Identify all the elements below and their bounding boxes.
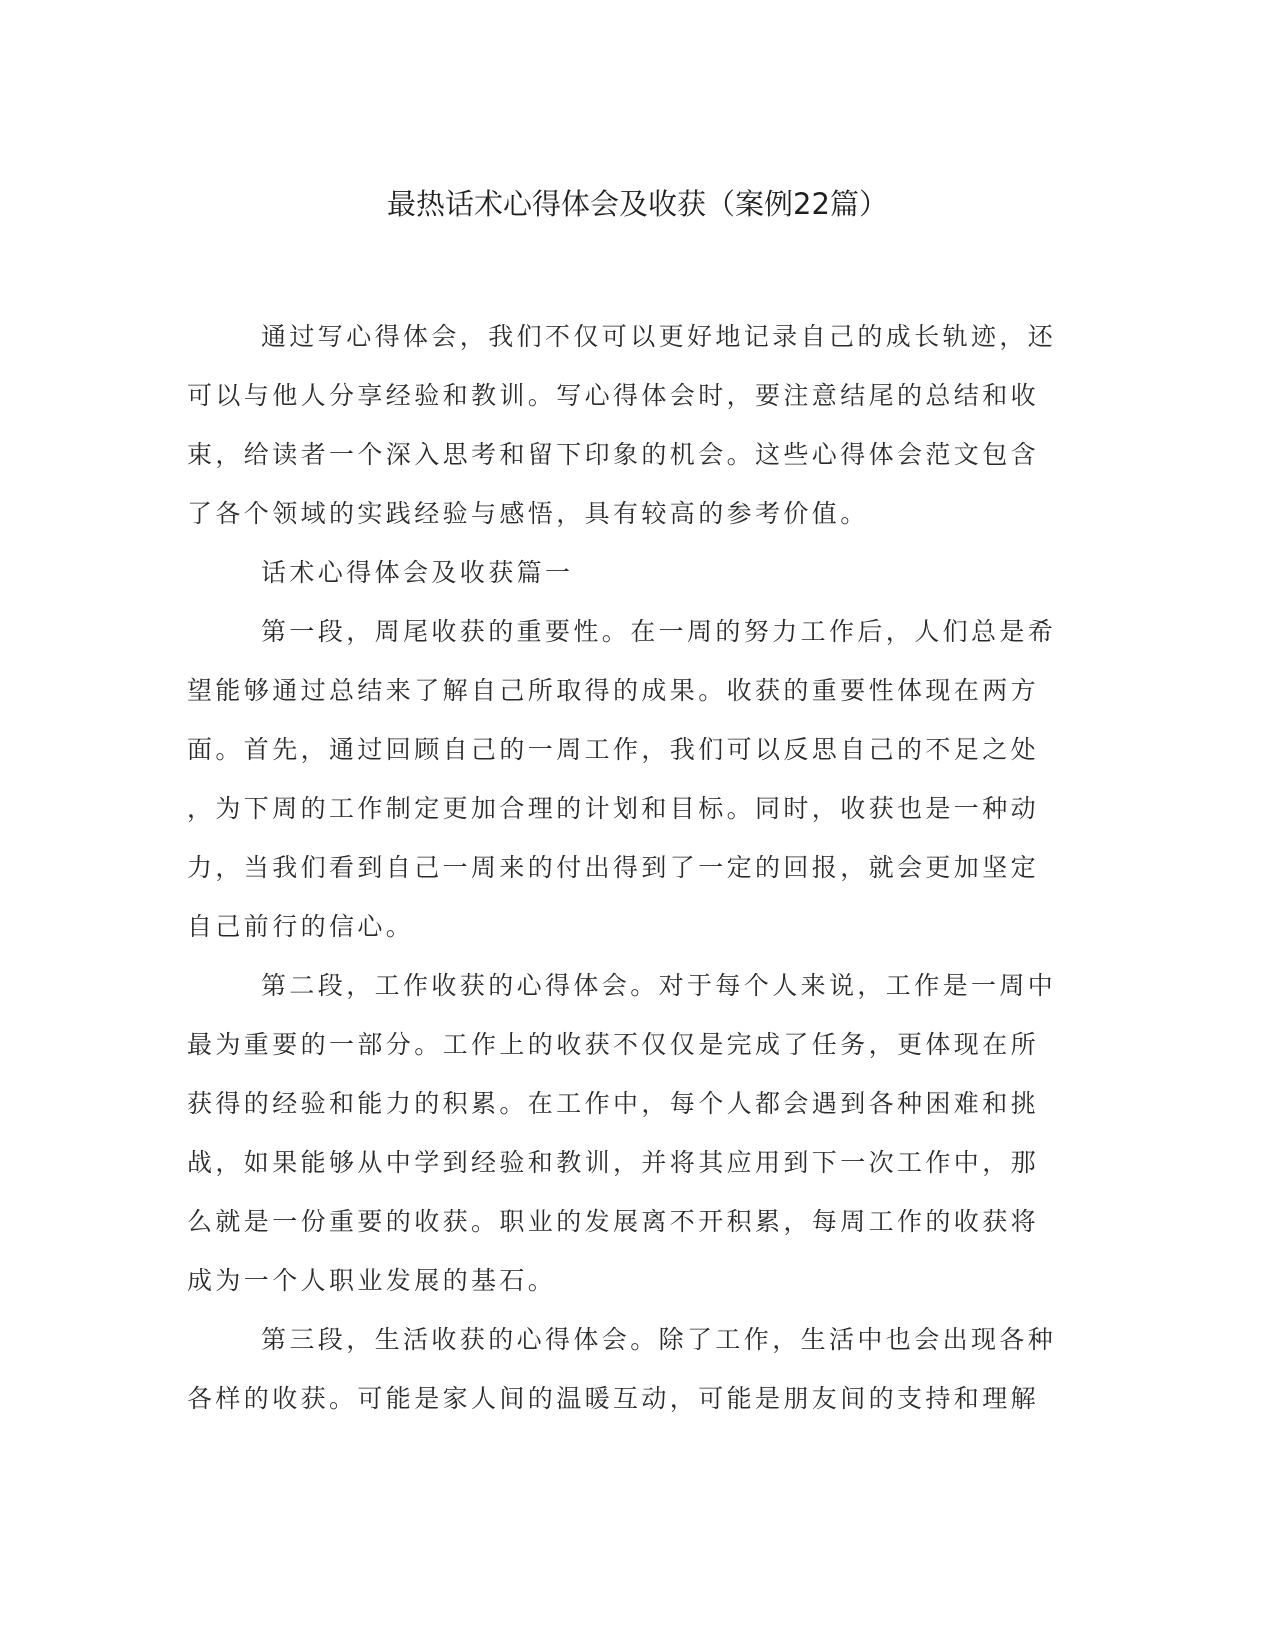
paragraph-1-line-5: 力，当我们看到自己一周来的付出得到了一定的回报，就会更加坚定 bbox=[187, 853, 1040, 882]
paragraph-2-line-4: 战，如果能够从中学到经验和教训，并将其应用到下一次工作中，那 bbox=[187, 1148, 1040, 1177]
paragraph-2-line-1: 第二段，工作收获的心得体会。对于每个人来说，工作是一周中 bbox=[261, 971, 1057, 1000]
intro-line-1: 通过写心得体会，我们不仅可以更好地记录自己的成长轨迹，还 bbox=[261, 322, 1057, 351]
document-title: 最热话术心得体会及收获（案例22篇） bbox=[387, 187, 888, 221]
paragraph-1-line-4: ，为下周的工作制定更加合理的计划和目标。同时，收获也是一种动 bbox=[187, 794, 1040, 823]
paragraph-2-line-6: 成为一个人职业发展的基石。 bbox=[187, 1266, 557, 1295]
paragraph-2-line-3: 获得的经验和能力的积累。在工作中，每个人都会遇到各种困难和挑 bbox=[187, 1089, 1040, 1118]
paragraph-1-line-3: 面。首先，通过回顾自己的一周工作，我们可以反思自己的不足之处 bbox=[187, 735, 1040, 764]
paragraph-3-line-1: 第三段，生活收获的心得体会。除了工作，生活中也会出现各种 bbox=[261, 1325, 1057, 1354]
section-heading-1: 话术心得体会及收获篇一 bbox=[261, 558, 574, 587]
paragraph-1-line-2: 望能够通过总结来了解自己所取得的成果。收获的重要性体现在两方 bbox=[187, 676, 1040, 705]
paragraph-3-line-2: 各样的收获。可能是家人间的温暖互动，可能是朋友间的支持和理解 bbox=[187, 1384, 1040, 1413]
paragraph-2-line-5: 么就是一份重要的收获。职业的发展离不开积累，每周工作的收获将 bbox=[187, 1207, 1040, 1236]
paragraph-1-line-6: 自己前行的信心。 bbox=[187, 912, 415, 941]
paragraph-2-line-2: 最为重要的一部分。工作上的收获不仅仅是完成了任务，更体现在所 bbox=[187, 1030, 1040, 1059]
paragraph-1-line-1: 第一段，周尾收获的重要性。在一周的努力工作后，人们总是希 bbox=[261, 617, 1057, 646]
intro-line-4: 了各个领域的实践经验与感悟，具有较高的参考价值。 bbox=[187, 499, 869, 528]
intro-line-2: 可以与他人分享经验和教训。写心得体会时，要注意结尾的总结和收 bbox=[187, 381, 1040, 410]
intro-line-3: 束，给读者一个深入思考和留下印象的机会。这些心得体会范文包含 bbox=[187, 440, 1040, 469]
